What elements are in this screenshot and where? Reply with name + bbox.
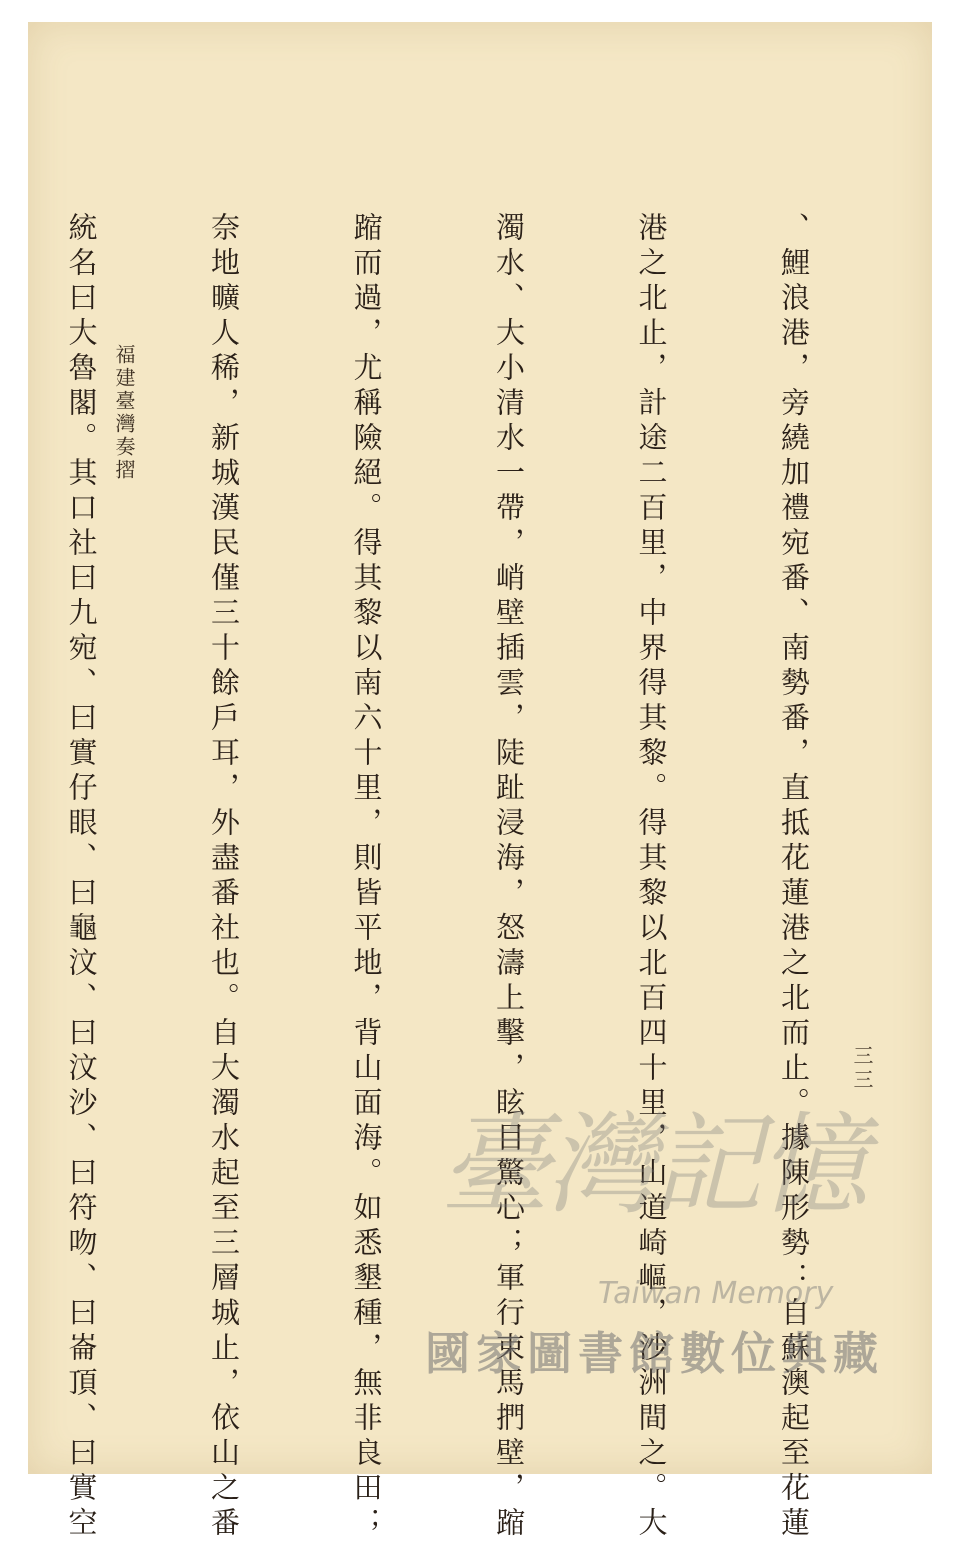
- scanned-page: [28, 22, 932, 1542]
- watermark-seal: 臺灣記憶: [440, 1101, 864, 1229]
- watermark-chinese: 國家圖書館數位典藏: [425, 1327, 885, 1380]
- text-column-2: 港之北止，計途二百里，中界得其黎。得其黎以北百四十里，山道崎嶇，沙洲間之。大: [634, 212, 669, 1542]
- text-column-1: 、鯉浪港，旁繞加禮宛番、南勢番，直抵花蓮港之北而止。據陳形勢：自蘇澳起至花蓮: [777, 212, 811, 1542]
- text-column-5: 奈地曠人稀，新城漢民僅三十餘戶耳，外盡番社也。自大濁水起至三層城止，依山之番: [207, 212, 241, 1542]
- page-number: 三三: [850, 1045, 874, 1093]
- text-column-6: 統名曰大魯閣。其口社曰九宛、曰實仔眼、曰龜汶、曰汶沙、曰符吻、曰崙頂、曰實空: [64, 212, 99, 1542]
- text-column-3: 濁水、大小清水一帶，峭壁插雲，陡趾浸海，怒濤上擊，眩目驚心；軍行束馬捫壁，蹜: [492, 212, 526, 1542]
- text-column-4: 蹜而過，尤稱險絕。得其黎以南六十里，則皆平地，背山面海。如悉墾種，無非良田；: [349, 212, 384, 1542]
- running-title: 福建臺灣奏摺: [112, 344, 136, 482]
- watermark-english: Taiwan Memory: [598, 1276, 834, 1311]
